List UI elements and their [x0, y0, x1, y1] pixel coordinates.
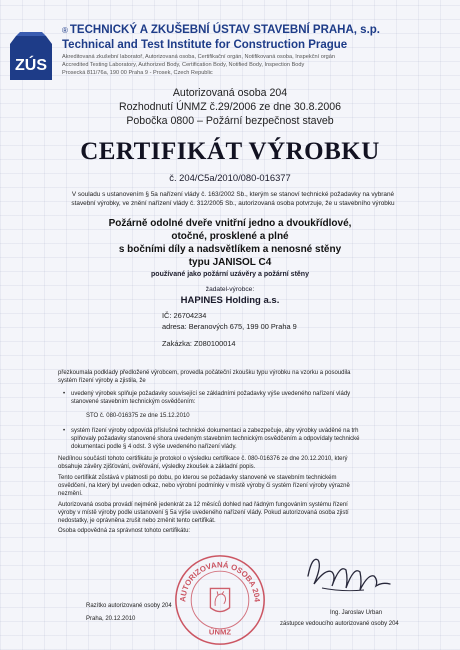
authority-line-3: Pobočka 0800 – Požární bezpečnost staveb	[126, 115, 334, 127]
registered-mark: ®	[62, 26, 68, 35]
paragraph-protocol-line-1: Nedílnou součástí tohoto certifikátu je protokol o výsledku certifikace č. 080-016376 ze dne 20.12.2010, který	[58, 456, 348, 462]
bullet-2-line-3: dokumentaci podle § 4 odst. 3 výše uvedeného nařízení vlády.	[71, 443, 237, 450]
institute-name-en: Technical and Test Institute for Construction Prague	[62, 39, 348, 51]
paragraph-validity-line-2: osvědčení, na který byl uveden odkaz, nebo výrobní podmínky v místě výroby či systém řízení výroby výrazně	[58, 482, 350, 489]
authority-line-1: Autorizovaná osoba 204	[172, 87, 288, 99]
body-intro-line-1: přezkoumala podklady předložené výrobcem, provedla počáteční zkoušku typu výrobku na vzorku a posoudila	[58, 370, 351, 376]
accreditation-en: Accredited Testing Laboratory, Authorized Body, Certification Body, Notified Body, Inspection Body	[62, 62, 305, 68]
body-intro	[58, 370, 408, 386]
lion-emblem-icon	[210, 588, 229, 611]
applicant-name: HAPINES Holding a.s.	[180, 295, 280, 306]
bullet-1-line-1: • uvedený výrobek splňuje požadavky související se základními požadavky výše uvedeného nařízení vlády	[71, 391, 351, 397]
stamp-caption: Razítko autorizované osoby 204	[86, 603, 172, 609]
certificate-title: CERTIFIKÁT VÝROBKU	[80, 138, 380, 165]
accreditation-cz: Akreditovaná zkušební laboratoř, Autorizovaná osoba, Certifikační orgán, Notifikovaná osoba, Inspekční orgán	[62, 54, 336, 60]
place-and-date: Praha, 20.12.2010	[86, 616, 136, 622]
authority-line-2: Rozhodnutí ÚNMZ č.29/2006 ze dne 30.8.2006	[118, 101, 342, 113]
product-line-1: Požárně odolné dveře vnitřní jedno a dvoukřídlové,	[108, 218, 352, 229]
stamp-bottom-text: ÚNMZ	[208, 627, 232, 637]
logo-text: ZÚS	[15, 57, 47, 74]
paragraph-validity-line-3: nezmění.	[58, 490, 83, 497]
applicant-label: žadatel-výrobce:	[205, 286, 255, 293]
legal-line-1: V souladu s ustanovením § 5a nařízení vlády č. 163/2002 Sb., kterým se stanoví technické požadavky na vybrané	[71, 191, 395, 198]
bullet-2	[71, 428, 411, 451]
authority-stamp	[172, 552, 268, 648]
body-intro-line-2: systém řízení výroby a zjistila, že	[58, 377, 146, 384]
product-use: používané jako požární uzávěry a požární stěny	[151, 271, 309, 278]
bullet-1-line-2: stanovené stavebním technickým osvědčením:	[71, 398, 196, 405]
signatory-role: zástupce vedoucího autorizované osoby 204	[280, 621, 399, 627]
paragraph-surveillance-line-3: nedostatky, je oprávněna zrušit nebo změnit tento certifikát.	[58, 517, 216, 524]
applicant-ico: IČ: 26704234	[162, 311, 207, 320]
applicant-address: adresa: Beranových 675, 199 00 Praha 9	[162, 322, 297, 331]
bullet-1	[71, 391, 411, 407]
sto-reference: STO č. 080-016375 ze dne 15.12.2010	[86, 413, 190, 419]
paragraph-surveillance-line-1: Autorizovaná osoba provádí nejméně jedenkrát za 12 měsíců dohled nad řádným fungováním systému řízení	[58, 502, 348, 508]
paragraph-validity	[58, 475, 408, 498]
product-line-4: typu JANISOL C4	[188, 257, 272, 268]
order-number: Zakázka: Z080100014	[162, 339, 236, 348]
institute-name-cz	[62, 24, 380, 36]
product-line-2: otočné, prosklené a plné	[171, 231, 289, 242]
paragraph-protocol-line-2: obsahuje závěry zjišťování, ověřování, výsledky zkoušek a základní popis.	[58, 463, 256, 470]
stamp-arc-text: AUTORIZOVANÁ OSOBA 204	[178, 560, 262, 603]
paragraph-protocol	[58, 456, 408, 472]
signatory-name: Ing. Jaroslav Urban	[330, 610, 383, 616]
handwritten-signature	[302, 546, 398, 598]
bullet-2-line-2: splňovaly požadavky stanovené shora uvedeným stavebním technickým osvědčením a odpovídaly technické	[71, 435, 360, 442]
zus-logo	[6, 30, 56, 86]
bullet-2-line-1: • systém řízení výroby odpovídá příslušné technické dokumentaci a zabezpečuje, aby výrobky uváděné na trh	[71, 428, 359, 434]
institute-name-cz-text: TECHNICKÝ A ZKUŠEBNÍ ÚSTAV STAVEBNÍ PRAHA, s.p.	[69, 24, 380, 36]
responsible-person: Osoba odpovědná za správnost tohoto certifikátu:	[58, 528, 191, 534]
paragraph-surveillance	[58, 502, 408, 525]
product-line-3: s bočními díly a nadsvětlíkem a nenosné stěny	[118, 244, 342, 255]
paragraph-validity-line-1: Tento certifikát zůstává v platnosti po dobu, po kterou se požadavky stanovené ve stavebním technickém	[58, 475, 337, 481]
institute-address: Prosecká 811/76a, 190 00 Praha 9 - Prosek, Czech Republic	[62, 70, 213, 76]
certificate-number: č. 204/C5a/2010/080-016377	[169, 172, 291, 183]
paragraph-surveillance-line-2: výroby v místě výroby podle ustanovení § 5a výše uvedeného nařízení vlády. Pokud autorizovaná osoba zjistí	[58, 509, 349, 516]
legal-line-2: stavební výrobky, ve znění nařízení vlády č. 312/2005 Sb., autorizovaná osoba potvrzuje, že u stavebního výrobku	[71, 200, 395, 207]
